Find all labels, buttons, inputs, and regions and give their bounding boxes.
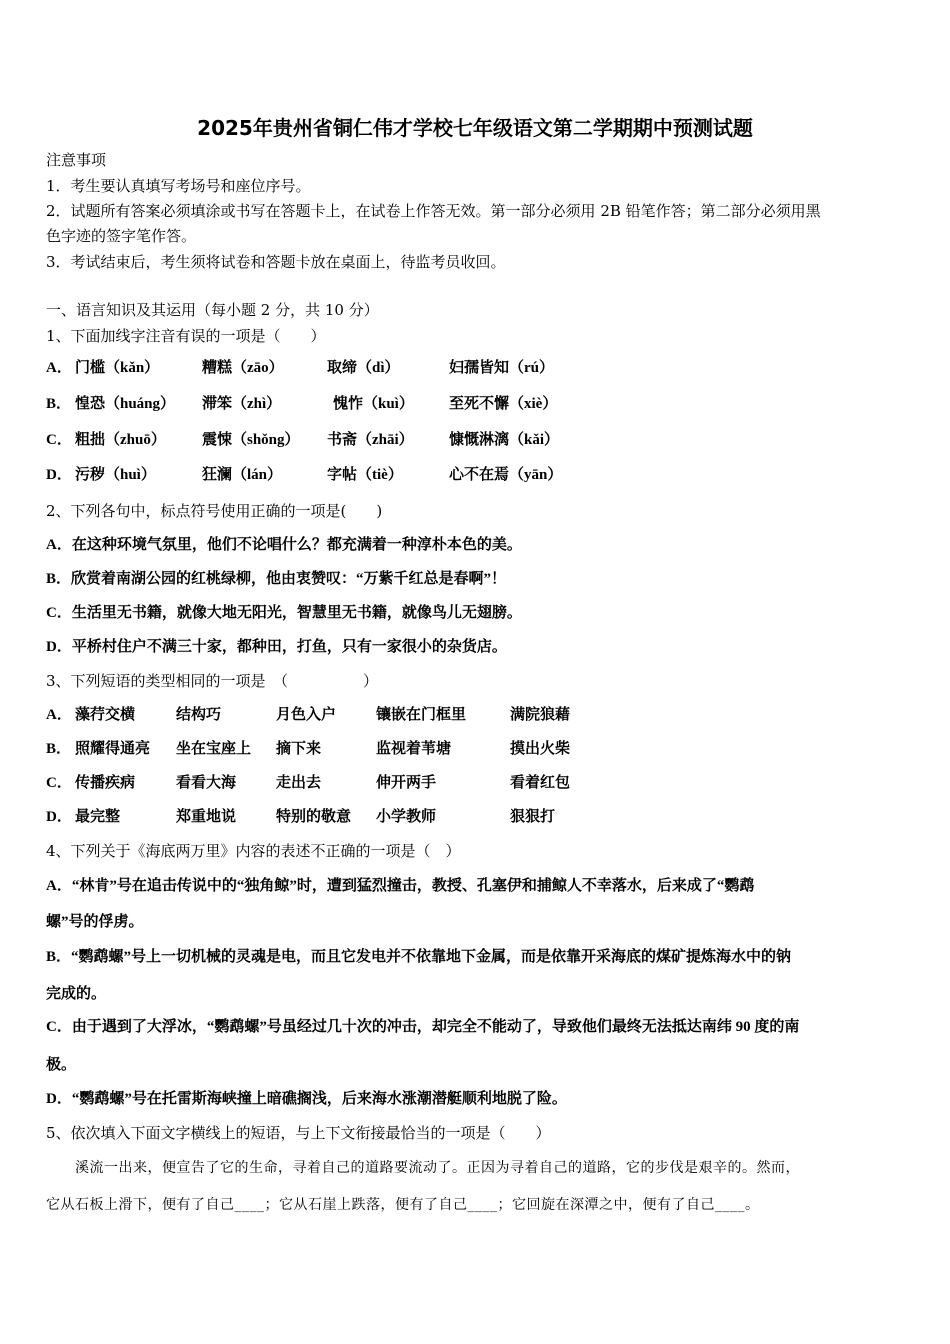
option-item: 藻荇交横 [75,707,136,723]
option-item: 狠狠打 [510,809,556,825]
option-item: 坐在宝座上 [176,741,252,757]
notice-heading: 注意事项 [46,151,107,169]
notice-item: 3．考试结束后，考生须将试卷和答题卡放在桌面上，待监考员收回。 [46,253,506,271]
option-item: 滞笨（zhì） [202,396,282,412]
option-item: 最完整 [75,809,121,825]
option: A．“林肯”号在追击传说中的“独角鲸”时，遭到猛烈撞击，教授、孔塞伊和捕鲸人不幸落水，后来成了“鹦鹉 [46,878,755,894]
option-item: 看看大海 [176,775,237,791]
notice-item: 2．试题所有答案必须填涂或书写在答题卡上，在试卷上作答无效。第一部分必须用 2B 铅笔作答；第二部分必须用黑 [46,202,821,220]
option-item: 照耀得通亮 [75,741,151,757]
option-item: 镶嵌在门框里 [376,707,467,723]
option-item: 糟糕（zāo） [202,360,284,376]
option-item: 传播疾病 [75,775,136,791]
option-item: 伸开两手 [376,775,437,791]
option-item: 心不在焉（yān） [449,467,563,483]
option-label: A． [46,707,72,723]
option-item: 走出去 [276,775,322,791]
option-cont: 极。 [46,1057,77,1073]
option: C．生活里无书籍，就像大地无阳光，智慧里无书籍，就像鸟儿无翅膀。 [46,605,522,621]
option-item: 妇孺皆知（rú） [449,360,555,376]
option: D．平桥村住户不满三十家，都种田，打鱼，只有一家很小的杂货店。 [46,639,507,655]
option-label: D． [46,809,72,825]
option-label: D． [46,467,72,483]
option-item: 郑重地说 [176,809,237,825]
passage-line: 它从石板上滑下，便有了自己____；它从石崖上跌落，便有了自己____；它回旋在深潭之中，便有了自己____。 [46,1197,760,1213]
option-label: B． [46,396,72,412]
passage-line: 溪流一出来，便宣告了它的生命，寻着自己的道路要流动了。正因为寻着自己的道路，它的步伐是艰辛的。然而， [46,1160,800,1176]
option-item: 字帖（tiè） [327,467,403,483]
option: D．“鹦鹉螺”号在托雷斯海峡撞上暗礁搁浅，后来海水涨潮潜艇顺利地脱了险。 [46,1091,567,1107]
option: A．在这种环境气氛里，他们不论唱什么？都充满着一种淳朴本色的美。 [46,537,522,553]
option-item: 监视着苇塘 [376,741,452,757]
question-stem: 5、依次填入下面文字横线上的短语，与上下文衔接最恰当的一项是（ ） [46,1124,551,1142]
option-label: B． [46,741,72,757]
option-item: 震悚（shǒng） [202,432,300,448]
option-item: 愧怍（kuì） [333,396,414,412]
section-heading: 一、语言知识及其运用（每小题 2 分，共 10 分） [46,301,379,319]
option-item: 特别的敬意 [276,809,352,825]
option-item: 满院狼藉 [510,707,571,723]
option-item: 看着红包 [510,775,571,791]
option-item: 门槛（kǎn） [75,360,160,376]
option-label: A． [46,360,72,376]
option: B．“鹦鹉螺”号上一切机械的灵魂是电，而且它发电并不依靠地下金属，而是依靠开采海底的煤矿提炼海水中的钠 [46,949,792,965]
option: C．由于遇到了大浮冰，“鹦鹉螺”号虽经过几十次的冲击，却完全不能动了，导致他们最终无法抵达南纬 90 度的南 [46,1019,800,1035]
option-cont: 螺”号的俘虏。 [46,914,144,930]
option-item: 摘下来 [276,741,322,757]
option-item: 取缔（dì） [327,360,400,376]
option-item: 月色入户 [276,707,337,723]
option-item: 小学教师 [376,809,437,825]
option-item: 惶恐（huáng） [75,396,176,412]
option-item: 结构巧 [176,707,222,723]
question-stem: 4、下列关于《海底两万里》内容的表述不正确的一项是（ ） [46,842,461,860]
notice-item: 1．考生要认真填写考场号和座位序号。 [46,177,311,195]
option-item: 书斋（zhāi） [327,432,414,448]
page-title: 2025年贵州省铜仁伟才学校七年级语文第二学期期中预测试题 [197,116,753,140]
option-item: 至死不懈（xiè） [449,396,558,412]
option-item: 摸出火柴 [510,741,571,757]
option: B．欣赏着南湖公园的红桃绿柳，他由衷赞叹：“万紫千红总是春啊”！ [46,571,507,587]
question-stem: 3、下列短语的类型相同的一项是 （ ） [46,672,379,690]
option-cont: 完成的。 [46,986,107,1002]
option-item: 狂澜（lán） [202,467,283,483]
option-label: C． [46,432,72,448]
notice-item: 色字迹的签字笔作答。 [46,227,197,245]
option-item: 污秽（huì） [75,467,156,483]
question-stem: 1、下面加线字注音有误的一项是（ ） [46,327,326,345]
option-label: C． [46,775,72,791]
question-stem: 2、下列各句中，标点符号使用正确的一项是( ) [46,502,383,520]
option-item: 慷慨淋漓（kǎi） [449,432,560,448]
option-item: 粗拙（zhuō） [75,432,166,448]
